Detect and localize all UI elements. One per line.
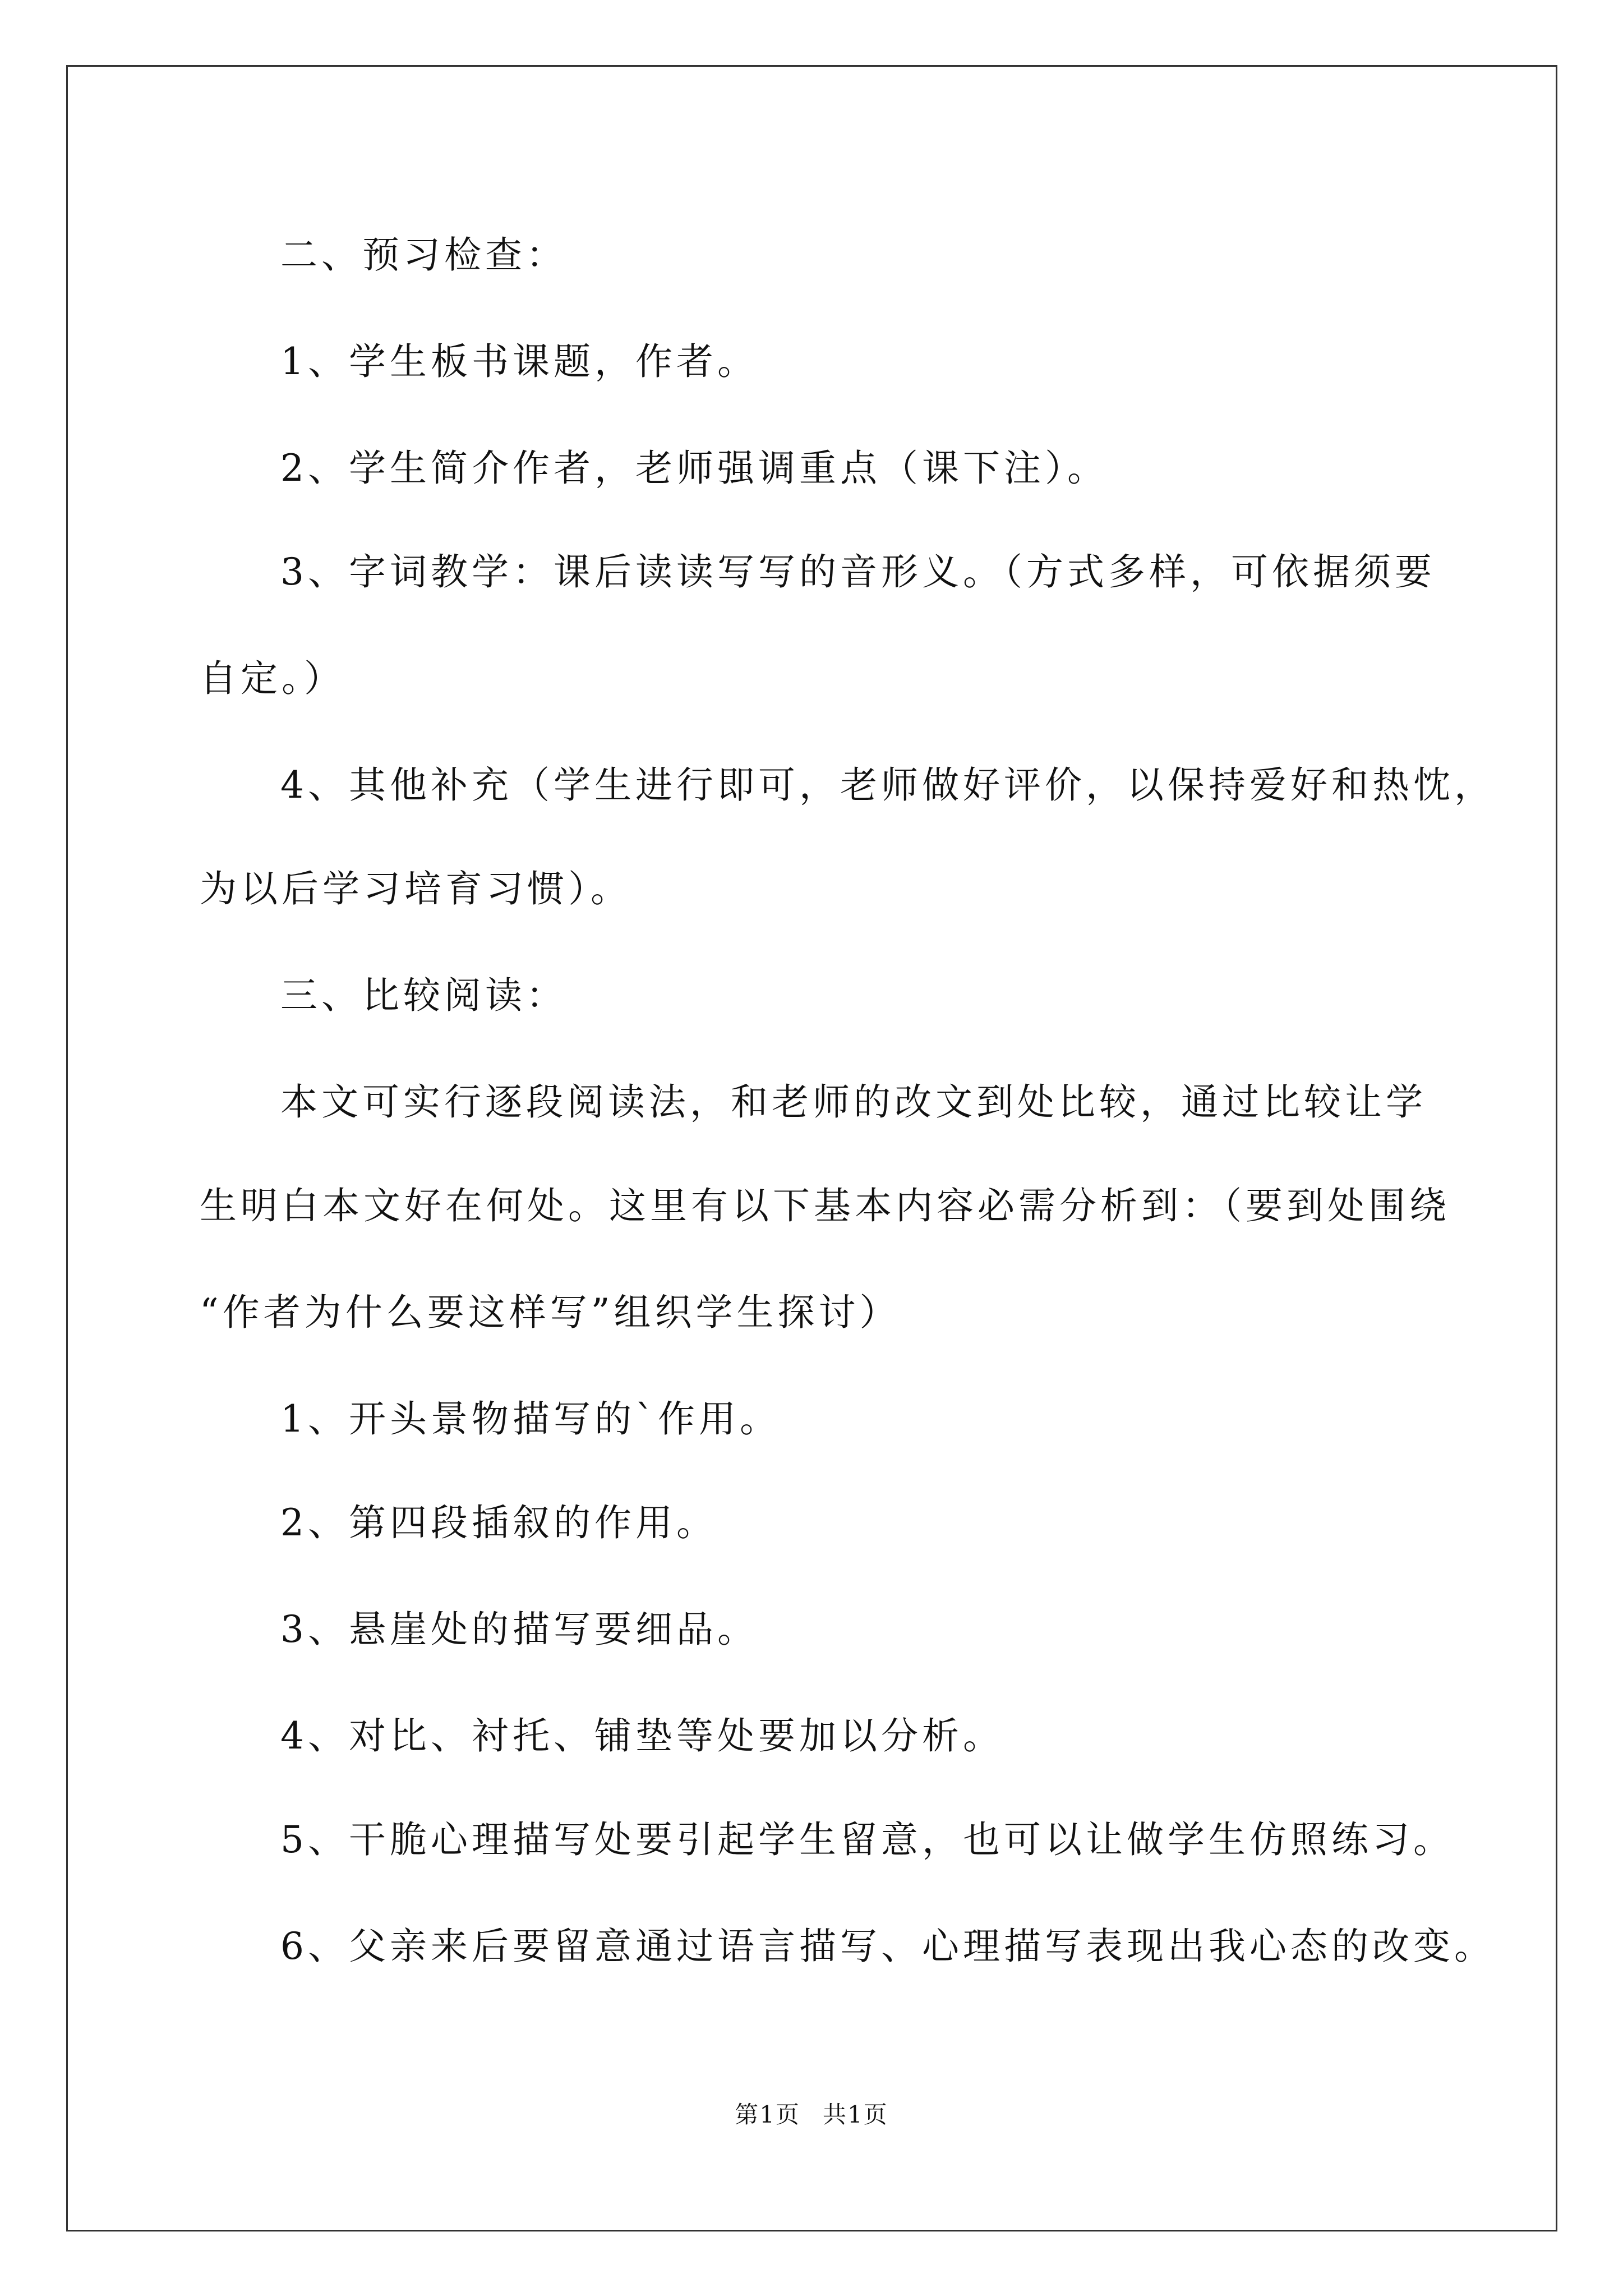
paragraph-line: 为以后学习培育习惯）。 — [200, 867, 631, 910]
paragraph-line: 5、干脆心理描写处要引起学生留意，也可以让做学生仿照练习。 — [280, 1818, 1454, 1861]
paragraph-line: 2、学生简介作者，老师强调重点（课下注）。 — [280, 447, 1108, 490]
paragraph-line: 6、父亲来后要留意通过语言描写、心理描写表现出我心态的改变。 — [280, 1925, 1495, 1968]
paragraph-line: “作者为什么要这样写”组织学生探讨） — [200, 1291, 901, 1334]
page-footer — [0, 2098, 1623, 2132]
page-number: 第1页 — [735, 2101, 800, 2128]
paragraph-line: 自定。） — [200, 657, 345, 700]
paragraph-line: 4、对比、衬托、铺垫等处要加以分析。 — [280, 1714, 1004, 1757]
paragraph-line: 生明白本文好在何处。这里有以下基本内容必需分析到：（要到处围绕 — [200, 1184, 1450, 1227]
paragraph-line: 4、其他补充（学生进行即可，老师做好评价，以保持爱好和热忱， — [280, 763, 1495, 807]
paragraph-line: 2、第四段插叙的作用。 — [280, 1501, 717, 1544]
paragraph-line: 本文可实行逐段阅读法，和老师的改文到处比较，通过比较让学 — [280, 1080, 1427, 1124]
paragraph-line: 3、悬崖处的描写要细品。 — [280, 1608, 758, 1651]
page-total: 共1页 — [823, 2101, 888, 2128]
heading-compare-reading: 三、比较阅读： — [280, 974, 567, 1017]
paragraph-line: 1、学生板书课题，作者。 — [280, 340, 758, 383]
paragraph-line: 3、字词教学：课后读读写写的音形义。（方式多样，可依据须要 — [280, 550, 1436, 593]
paragraph-line: 1、开头景物描写的`作用。 — [280, 1397, 781, 1441]
heading-preview-check: 二、预习检查： — [280, 233, 567, 277]
